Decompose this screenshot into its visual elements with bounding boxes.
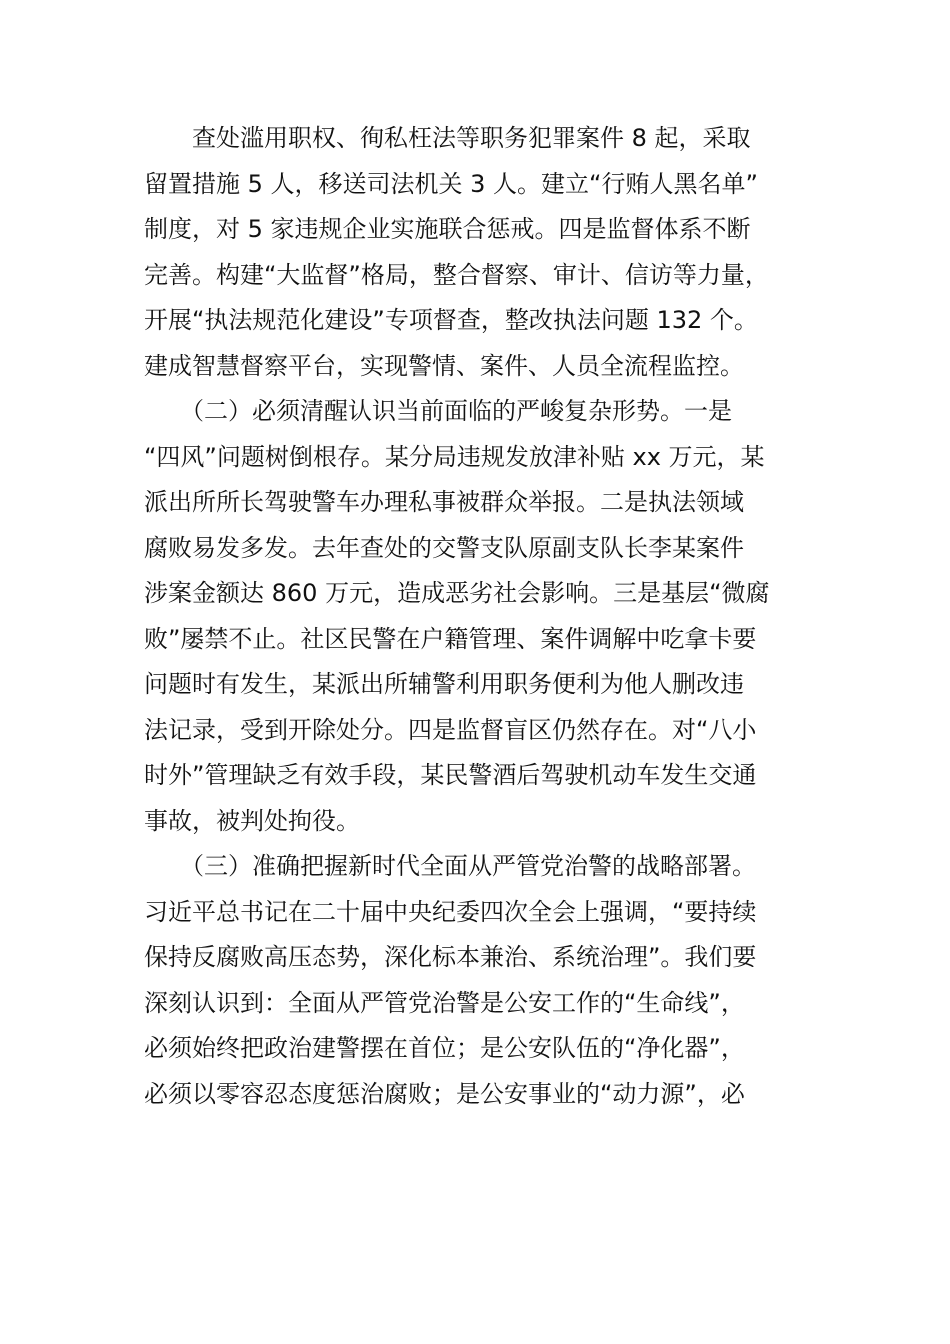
body-text — [144, 116, 844, 1117]
text-line: 保持反腐败高压态势，深化标本兼治、系统治理”。我们要 — [144, 943, 757, 971]
text-line: 查处滥用职权、徇私枉法等职务犯罪案件 8 起，采取 — [144, 124, 751, 152]
text-line: 深刻认识到：全面从严管党治警是公安工作的“生命线”， — [144, 988, 745, 1017]
text-line: 派出所所长驾驶警车办理私事被群众举报。二是执法领域 — [144, 488, 744, 516]
text-line: 开展“执法规范化建设”专项督查，整改执法问题 132 个。 — [144, 306, 758, 334]
text-line: 习近平总书记在二十届中央纪委四次全会上强调，“要持续 — [144, 897, 757, 926]
text-line: 留置措施 5 人，移送司法机关 3 人。建立“行贿人黑名单” — [144, 169, 758, 198]
text-line: “四风”问题树倒根存。某分局违规发放津补贴 xx 万元，某 — [144, 442, 765, 471]
text-line: 腐败易发多发。去年查处的交警支队原副支队长李某案件 — [144, 533, 744, 562]
text-line: 必须以零容忍态度惩治腐败；是公安事业的“动力源”，必 — [144, 1079, 745, 1108]
text-line: 涉案金额达 860 万元，造成恶劣社会影响。三是基层“微腐 — [144, 579, 770, 607]
text-line: 时外”管理缺乏有效手段，某民警酒后驾驶机动车发生交通 — [144, 761, 757, 789]
text-line: 制度，对 5 家违规企业实施联合惩戒。四是监督体系不断 — [144, 215, 751, 243]
text-line: 法记录，受到开除处分。四是监督盲区仍然存在。对“八小 — [144, 715, 757, 744]
text-line: 事故，被判处拘役。 — [144, 806, 360, 835]
text-line: 建成智慧督察平台，实现警情、案件、人员全流程监控。 — [144, 351, 744, 380]
text-line: 败”屡禁不止。社区民警在户籍管理、案件调解中吃拿卡要 — [144, 624, 757, 653]
text-line: 必须始终把政治建警摆在首位；是公安队伍的“净化器”， — [144, 1034, 745, 1062]
section-heading-line: （三）准确把握新时代全面从严管党治警的战略部署。 — [144, 852, 756, 880]
text-line: 完善。构建“大监督”格局，整合督察、审计、信访等力量， — [144, 260, 769, 289]
section-heading-line: （二）必须清醒认识当前面临的严峻复杂形势。一是 — [144, 397, 732, 425]
text-line: 问题时有发生，某派出所辅警利用职务便利为他人删改违 — [144, 670, 744, 698]
